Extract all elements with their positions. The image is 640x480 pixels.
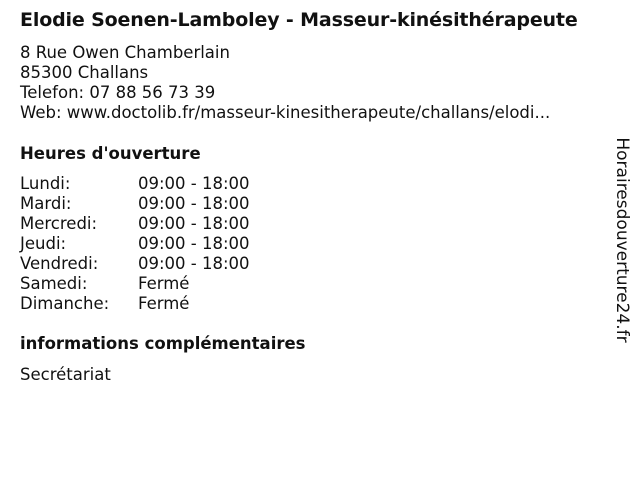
hours-day-label: Samedi: bbox=[20, 274, 88, 293]
address-city: 85300 Challans bbox=[20, 63, 149, 82]
hours-day-label: Lundi: bbox=[20, 174, 71, 193]
hours-day-label: Dimanche: bbox=[20, 294, 110, 313]
hours-time-value: 09:00 - 18:00 bbox=[138, 174, 250, 193]
contact-block bbox=[20, 43, 550, 123]
hours-row-friday bbox=[20, 254, 250, 274]
hours-row-saturday bbox=[20, 274, 250, 294]
hours-day-label: Mercredi: bbox=[20, 214, 98, 233]
hours-row-tuesday bbox=[20, 194, 250, 214]
phone-number: Telefon: 07 88 56 73 39 bbox=[20, 83, 216, 102]
hours-row-monday bbox=[20, 174, 250, 194]
hours-time-value: Fermé bbox=[138, 274, 190, 293]
hours-row-wednesday bbox=[20, 214, 250, 234]
page-title: Elodie Soenen-Lamboley - Masseur-kinésithérapeute bbox=[20, 9, 578, 31]
hours-day-label: Vendredi: bbox=[20, 254, 99, 273]
hours-time-value: 09:00 - 18:00 bbox=[138, 214, 250, 233]
hours-time-value: Fermé bbox=[138, 294, 190, 313]
hours-day-label: Jeudi: bbox=[20, 234, 67, 253]
hours-row-sunday bbox=[20, 294, 250, 314]
hours-row-thursday bbox=[20, 234, 250, 254]
hours-time-value: 09:00 - 18:00 bbox=[138, 234, 250, 253]
site-watermark: Horairesdouverture24.fr bbox=[612, 137, 632, 343]
additional-info-text: Secrétariat bbox=[20, 365, 111, 384]
opening-hours-table bbox=[20, 174, 250, 314]
additional-info-heading: informations complémentaires bbox=[20, 334, 306, 353]
hours-day-label: Mardi: bbox=[20, 194, 72, 213]
website-link[interactable]: Web: www.doctolib.fr/masseur-kinesitherapeute/challans/elodi... bbox=[20, 103, 551, 122]
hours-time-value: 09:00 - 18:00 bbox=[138, 254, 250, 273]
address-street: 8 Rue Owen Chamberlain bbox=[20, 43, 230, 62]
hours-time-value: 09:00 - 18:00 bbox=[138, 194, 250, 213]
opening-hours-heading: Heures d'ouverture bbox=[20, 144, 201, 163]
